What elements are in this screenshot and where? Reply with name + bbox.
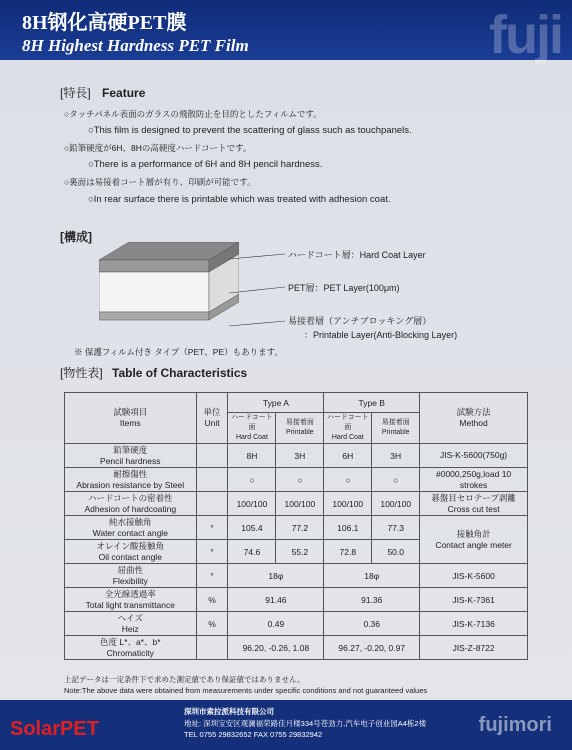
cell-b-hardcoat: 100/100	[324, 492, 372, 516]
row-method: JIS-K-7361	[420, 588, 528, 612]
row-item-jp: 純水接触角	[109, 516, 152, 527]
sub-a-hardcoat	[228, 413, 276, 444]
row-item-en: Heiz	[121, 623, 139, 634]
row-unit: °	[196, 516, 228, 540]
sub-b-hardcoat-jp: ハードコート面	[326, 414, 369, 431]
label-hard-coat: ハードコート層：Hard Coat Layer	[288, 250, 426, 260]
row-method: JIS-K-7136	[420, 612, 528, 636]
footer-address: 地址: 深圳宝安区观澜福荣路佳月楼334号苍劲力,汽车电子创业园A4栋2楼	[184, 719, 427, 728]
sub-b-hardcoat-en: Hard Coat	[331, 434, 364, 441]
row-unit: °	[196, 540, 228, 564]
row-method-2: Contact angle meter	[435, 539, 512, 550]
table-row	[65, 588, 528, 612]
table-row	[65, 468, 528, 492]
layer-diagram	[99, 242, 239, 332]
leader-printable	[229, 321, 285, 326]
footer-company: 深圳市索拉派科技有限公司	[184, 707, 274, 716]
table-heading	[60, 364, 247, 381]
label-pet: PET層：PET Layer(100μm)	[288, 283, 400, 293]
cell-a-printable: 55.2	[276, 540, 324, 564]
row-unit	[196, 444, 228, 468]
table-row	[65, 564, 528, 588]
row-method: JIS-Z-8722	[420, 636, 528, 660]
row-item-jp: オレイン酸接触角	[96, 540, 165, 551]
cell-b-printable: 100/100	[372, 492, 420, 516]
structure-heading: [構成]	[60, 230, 92, 244]
cell-type-a: 91.46	[228, 588, 324, 612]
row-method	[420, 468, 528, 492]
header-type-a: Type A	[228, 393, 324, 413]
row-item	[65, 540, 197, 564]
solarpet-logo: SolarPET	[10, 718, 99, 740]
row-item-jp: 屈曲性	[117, 564, 144, 575]
row-method: JIS-K-5600	[420, 564, 528, 588]
feature-line-3-en: ○In rear surface there is printable which was treated with adhesion coat.	[88, 194, 391, 205]
feature-line-3-jp: ○裏面は易接着コート層が有り、印刷が可能です。	[64, 177, 256, 187]
sub-b-printable	[372, 413, 420, 444]
row-item	[65, 636, 197, 660]
row-method-1: JIS-K-5600(750g)	[440, 450, 508, 460]
cell-b-printable: 50.0	[372, 540, 420, 564]
feature-line-2-jp: ○鉛筆硬度が6H、8Hの高硬度ハードコートです。	[64, 143, 252, 153]
row-method-2: Cross cut test	[447, 503, 500, 514]
footer-banner	[0, 700, 572, 750]
cell-a-hardcoat: 100/100	[228, 492, 276, 516]
header-banner	[0, 0, 572, 65]
header-method-jp: 試験方法	[456, 407, 491, 417]
row-item	[65, 468, 197, 492]
row-method	[420, 492, 528, 516]
row-item	[65, 588, 197, 612]
label-printable-en: ：Printable Layer(Anti-Blocking Layer)	[304, 330, 458, 340]
cell-type-a: 96.20, -0.26, 1.08	[228, 636, 324, 660]
row-item-jp: 鉛筆硬度	[113, 444, 148, 455]
row-item	[65, 516, 197, 540]
cell-type-a: 18φ	[228, 564, 324, 588]
cell-b-hardcoat: 106.1	[324, 516, 372, 540]
sub-b-printable-en: Printable	[381, 429, 410, 436]
row-item-en: Water contact angle	[92, 527, 168, 538]
feature-heading	[60, 84, 145, 101]
table-note-en: Note:The above data were obtained from measurements under specific conditions and not guaranteed values	[64, 686, 428, 695]
table-heading-jp: [物性表]	[60, 366, 103, 380]
header-method-en: Method	[459, 418, 488, 428]
table-row	[65, 444, 528, 468]
row-method	[420, 516, 528, 564]
cell-b-hardcoat: 72.8	[324, 540, 372, 564]
footer-phone: TEL 0755 29832652 FAX 0755 29832942	[184, 730, 323, 739]
hard-coat-layer	[99, 260, 209, 272]
feature-line-1-jp: ○タッチパネル表面のガラスの飛散防止を目的としたフィルムです。	[64, 109, 322, 119]
table-header-row	[65, 393, 528, 413]
row-item	[65, 444, 197, 468]
row-method-1: 接触角計	[456, 528, 491, 539]
row-item-en: Adhesion of hardcoating	[84, 503, 177, 514]
row-item	[65, 492, 197, 516]
cell-a-printable: 3H	[276, 444, 324, 468]
row-unit: °	[196, 564, 228, 588]
row-item-jp: 耐擦傷性	[113, 468, 148, 479]
row-item-en: Abrasion resistance by Steel	[76, 479, 185, 490]
row-item-jp: 全光線透過率	[104, 588, 156, 599]
cell-a-printable: ○	[276, 468, 324, 492]
cell-b-printable: 3H	[372, 444, 420, 468]
sub-a-hardcoat-en: Hard Coat	[235, 434, 268, 441]
row-unit	[196, 468, 228, 492]
row-item-jp: ハードコートの密着性	[87, 492, 173, 503]
header-items-en: Items	[119, 418, 141, 428]
cell-a-hardcoat: 105.4	[228, 516, 276, 540]
row-item-jp: 色度 L*、a*、b*	[100, 636, 161, 647]
sub-b-printable-jp: 易接着面	[381, 419, 410, 426]
table-row	[65, 636, 528, 660]
characteristics-table	[64, 392, 528, 660]
cell-type-a: 0.49	[228, 612, 324, 636]
fuji-logo: fuji	[489, 5, 562, 65]
fujimori-logo: fujimori	[478, 714, 552, 736]
sub-a-printable	[276, 413, 324, 444]
row-method-1: 碁盤目セロテープ剥離	[431, 492, 516, 503]
row-item-en: Oil contact angle	[98, 551, 162, 562]
feature-line-1-en: ○This film is designed to prevent the scattering of glass such as touchpanels.	[88, 125, 412, 136]
header-type-b: Type B	[324, 393, 420, 413]
table-row	[65, 612, 528, 636]
header-unit	[196, 393, 228, 444]
cell-b-hardcoat: 6H	[324, 444, 372, 468]
cell-type-b: 96.27, -0.20, 0.97	[324, 636, 420, 660]
row-item	[65, 612, 197, 636]
row-unit	[196, 492, 228, 516]
cell-a-hardcoat: 74.6	[228, 540, 276, 564]
row-method-2: strokes	[459, 479, 488, 490]
cell-type-b: 91.36	[324, 588, 420, 612]
cell-a-printable: 77.2	[276, 516, 324, 540]
sub-a-hardcoat-jp: ハードコート面	[231, 414, 273, 431]
cell-b-printable: ○	[372, 468, 420, 492]
header-items	[65, 393, 197, 444]
feature-heading-jp: [特長]	[60, 86, 91, 100]
title-chinese: 8H钢化高硬PET膜	[22, 12, 187, 34]
header-method	[420, 393, 528, 444]
label-printable-jp: 易接着層（アンチブロッキング層）	[288, 316, 432, 326]
cell-b-printable: 77.3	[372, 516, 420, 540]
feature-line-2-en: ○There is a performance of 6H and 8H pencil hardness.	[88, 159, 323, 170]
row-item-jp: ヘイズ	[117, 612, 143, 623]
sub-a-printable-jp: 易接着面	[285, 419, 314, 426]
datasheet	[54, 62, 534, 700]
row-item-en: Flexibility	[112, 575, 148, 586]
row-item-en: Chromaticity	[106, 647, 154, 658]
cell-type-b: 0.36	[324, 612, 420, 636]
title-english: 8H Highest Hardness PET Film	[22, 36, 249, 55]
table-row	[65, 492, 528, 516]
cell-a-printable: 100/100	[276, 492, 324, 516]
header-items-jp: 試験項目	[113, 407, 148, 417]
row-unit: %	[196, 612, 228, 636]
row-item-en: Pencil hardness	[100, 455, 161, 466]
cell-a-hardcoat: 8H	[228, 444, 276, 468]
cell-b-hardcoat: ○	[324, 468, 372, 492]
header-unit-en: Unit	[204, 418, 220, 428]
row-method-1: #0000,250g,load 10	[436, 468, 512, 479]
row-unit	[196, 636, 228, 660]
table-note-jp: 上記データは一定条件下で求めた測定値であり保証値ではありません。	[64, 675, 305, 684]
printable-layer	[99, 312, 209, 320]
leader-hard-coat	[229, 254, 285, 259]
row-method	[420, 444, 528, 468]
sub-a-printable-en: Printable	[286, 429, 314, 436]
sub-b-hardcoat	[324, 413, 372, 444]
row-unit: %	[196, 588, 228, 612]
leader-lines	[229, 247, 289, 342]
cell-a-hardcoat: ○	[228, 468, 276, 492]
feature-heading-en: Feature	[102, 86, 146, 100]
protective-film-note: ※ 保護フィルム付き タイプ（PET、PE）もあります。	[74, 347, 283, 357]
row-item-en: Total light transmittance	[85, 599, 175, 610]
table-heading-en: Table of Characteristics	[112, 366, 248, 380]
row-item	[65, 564, 197, 588]
cell-type-b: 18φ	[324, 564, 420, 588]
header-unit-jp: 単位	[203, 407, 221, 417]
table-row	[65, 516, 528, 540]
leader-pet	[229, 287, 285, 293]
pet-layer	[99, 272, 209, 312]
